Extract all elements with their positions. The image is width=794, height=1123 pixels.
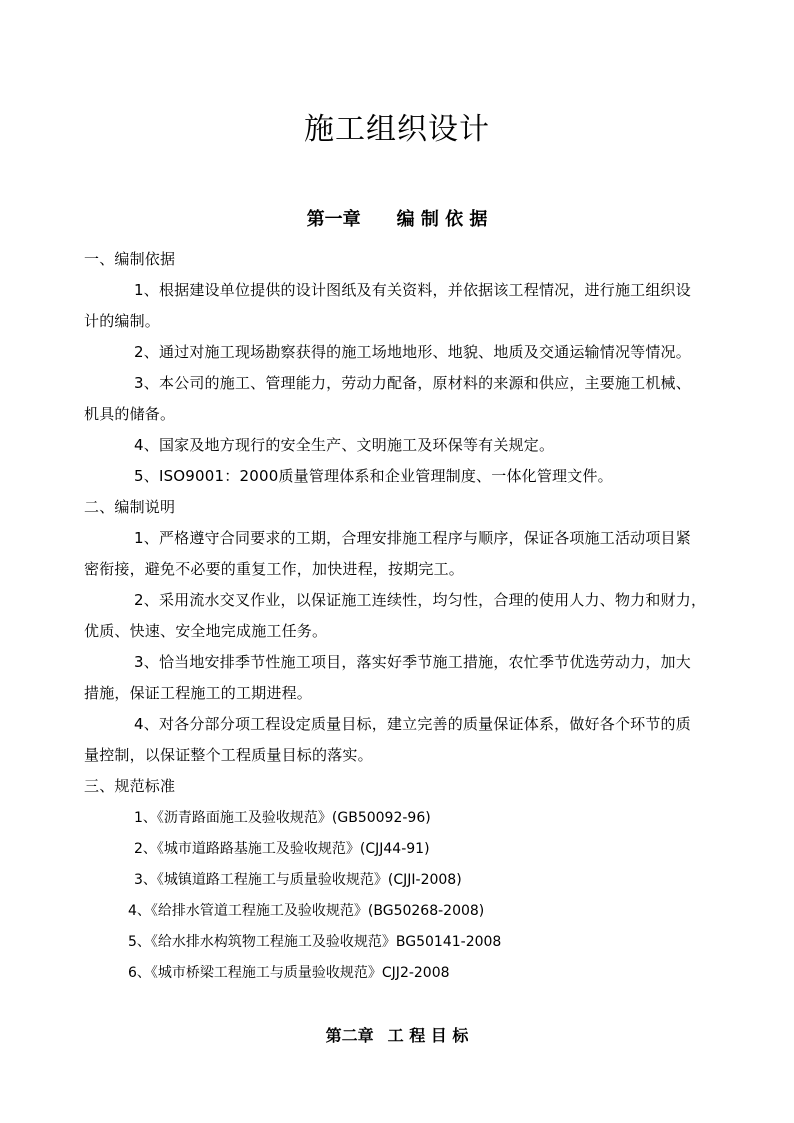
paragraph-line: 3、本公司的施工、管理能力，劳动力配备，原材料的来源和供应，主要施工机械、 bbox=[134, 374, 691, 392]
section-heading: 三、规范标准 bbox=[84, 777, 176, 795]
chapter-name: 编 制 依 据 bbox=[396, 209, 488, 230]
paragraph-line: 量控制，以保证整个工程质量目标的落实。 bbox=[84, 746, 373, 764]
paragraph-line: 机具的储备。 bbox=[84, 405, 176, 423]
standard-item: 6、《城市桥梁工程施工与质量验收规范》CJJ2-2008 bbox=[128, 965, 450, 981]
paragraph-line: 措施，保证工程施工的工期进程。 bbox=[84, 684, 313, 702]
paragraph-line: 5、ISO9001：2000质量管理体系和企业管理制度、一体化管理文件。 bbox=[134, 467, 613, 485]
chapter-number: 第二章 bbox=[325, 1026, 374, 1045]
paragraph-line: 4、对各分部分项工程设定质量目标，建立完善的质量保证体系，做好各个环节的质 bbox=[134, 715, 691, 733]
standard-item: 3、《城镇道路工程施工与质量验收规范》(CJJI-2008) bbox=[134, 872, 462, 888]
chapter-number: 第一章 bbox=[306, 209, 361, 230]
section-heading: 二、编制说明 bbox=[84, 498, 176, 516]
standard-item: 2、《城市道路路基施工及验收规范》(CJJ44-91) bbox=[134, 841, 430, 857]
chapter-heading bbox=[0, 206, 794, 234]
standard-item: 5、《给水排水构筑物工程施工及验收规范》BG50141-2008 bbox=[128, 934, 502, 950]
section-heading: 一、编制依据 bbox=[84, 250, 176, 268]
paragraph-line: 密衔接，避免不必要的重复工作，加快进程，按期完工。 bbox=[84, 560, 465, 578]
paragraph-line: 4、国家及地方现行的安全生产、文明施工及环保等有关规定。 bbox=[134, 436, 555, 454]
standard-item: 1、《沥青路面施工及验收规范》(GB50092-96) bbox=[134, 810, 431, 826]
paragraph-line: 计的编制。 bbox=[84, 312, 161, 330]
paragraph-line: 1、严格遵守合同要求的工期，合理安排施工程序与顺序，保证各项施工活动项目紧 bbox=[134, 529, 691, 547]
chapter-name: 工 程 目 标 bbox=[387, 1026, 469, 1045]
paragraph-line: 优质、快速、安全地完成施工任务。 bbox=[84, 622, 328, 640]
paragraph-line: 2、采用流水交叉作业，以保证施工连续性，均匀性，合理的使用人力、物力和财力， bbox=[134, 591, 707, 609]
standard-item: 4、《给排水管道工程施工及验收规范》(BG50268-2008) bbox=[128, 903, 485, 919]
paragraph-line: 2、通过对施工现场勘察获得的施工场地地形、地貌、地质及交通运输情况等情况。 bbox=[134, 343, 691, 361]
chapter-heading bbox=[0, 1022, 794, 1050]
paragraph-line: 1、根据建设单位提供的设计图纸及有关资料，并依据该工程情况，进行施工组织设 bbox=[134, 281, 691, 299]
paragraph-line: 3、恰当地安排季节性施工项目，落实好季节施工措施，农忙季节优选劳动力，加大 bbox=[134, 653, 691, 671]
document-title: 施工组织设计 bbox=[304, 112, 490, 147]
